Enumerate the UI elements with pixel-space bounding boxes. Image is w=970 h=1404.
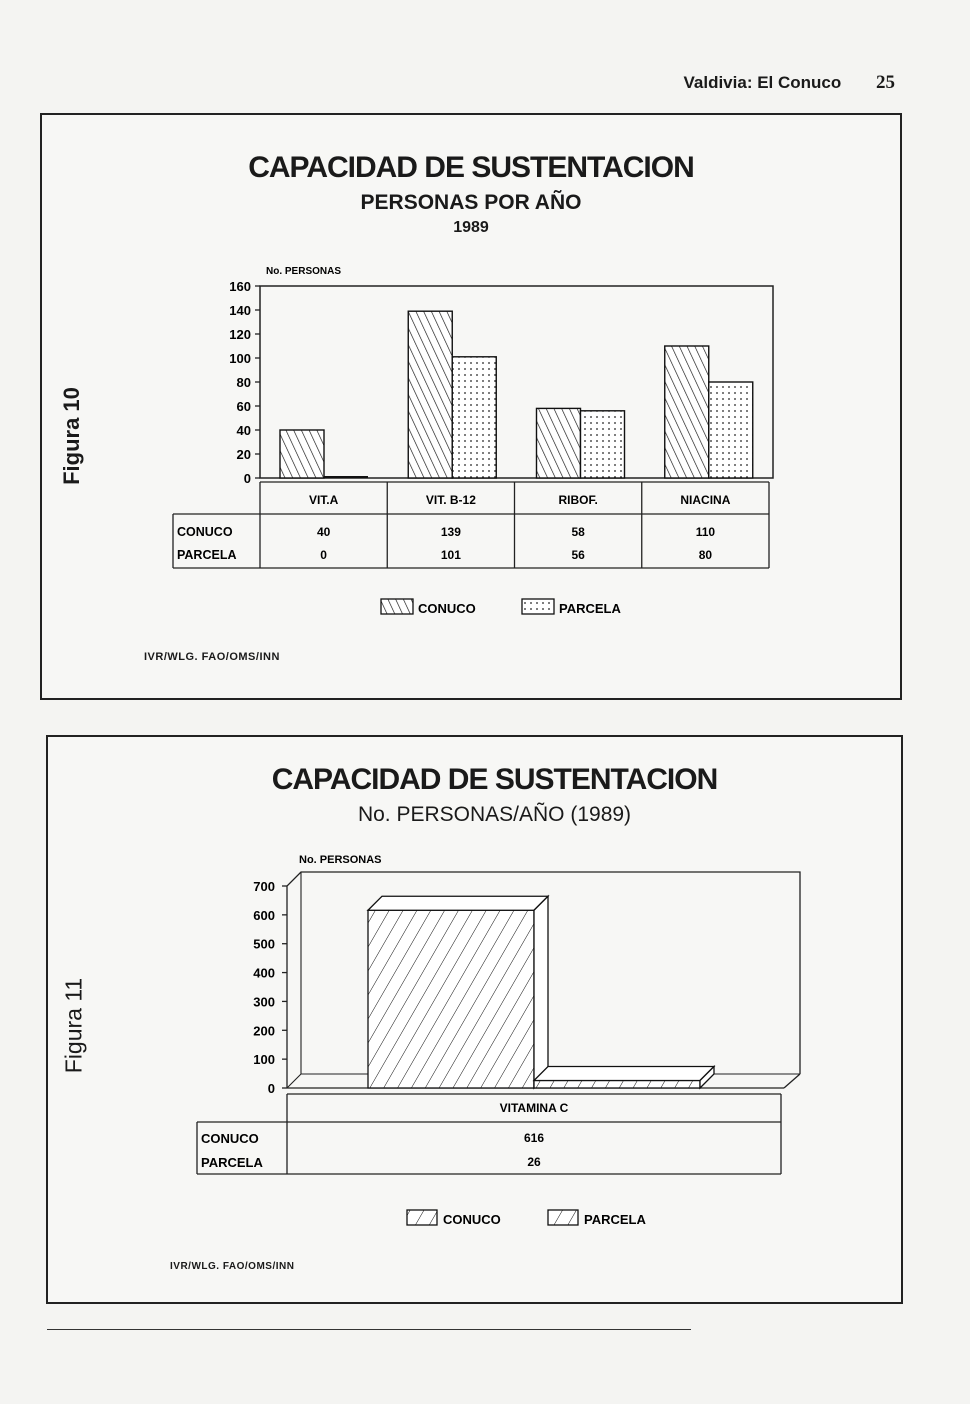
footer-rule — [47, 1329, 691, 1330]
x-category-label: VIT. B-12 — [425, 493, 476, 507]
table-series-label: CONUCO — [201, 1131, 259, 1146]
figure-10-frame — [40, 113, 902, 700]
data-label-parcela: 26 — [527, 1155, 541, 1169]
y-tick-label: 0 — [267, 1081, 275, 1096]
y-tick-label: 500 — [253, 936, 275, 952]
y-tick-label: 600 — [253, 907, 275, 923]
table-series-label: CONUCO — [177, 525, 233, 539]
figure-10-title: CAPACIDAD DE SUSTENTACION — [248, 151, 694, 184]
x-category-label: VIT.A — [308, 493, 339, 507]
figure-10-source: IVR/WLG. FAO/OMS/INN — [144, 651, 280, 663]
figure-11-source: IVR/WLG. FAO/OMS/INN — [170, 1261, 295, 1272]
x-category-label: VITAMINA C — [499, 1101, 569, 1115]
figure-10-year: 1989 — [453, 219, 489, 236]
figure-10-label: Figura 10 — [59, 387, 84, 485]
data-label-parcela: 0 — [320, 548, 327, 562]
y-tick-label: 0 — [243, 471, 251, 486]
y-tick-label: 60 — [236, 399, 251, 414]
y-tick-label: 100 — [229, 351, 251, 366]
data-label-conuco: 40 — [316, 525, 331, 539]
y-tick-label: 20 — [236, 447, 251, 462]
y-axis-label: No. PERSONAS — [266, 266, 342, 277]
y-tick-label: 300 — [253, 994, 275, 1010]
data-label-conuco: 139 — [440, 525, 461, 539]
y-tick-label: 40 — [236, 423, 251, 438]
table-series-label: PARCELA — [201, 1155, 263, 1170]
y-tick-label: 200 — [253, 1023, 275, 1039]
legend-label: PARCELA — [584, 1212, 646, 1227]
y-tick-label: 100 — [253, 1052, 275, 1068]
figure-11-frame — [46, 735, 903, 1304]
running-title: Valdivia: El Conuco — [683, 73, 842, 92]
legend-label: CONUCO — [443, 1212, 501, 1227]
y-tick-label: 140 — [229, 303, 251, 318]
y-tick-label: 400 — [253, 965, 275, 981]
x-category-label: RIBOF. — [558, 493, 598, 507]
running-head — [684, 72, 896, 94]
figure-11-subtitle: No. PERSONAS/AÑO (1989) — [357, 803, 632, 826]
data-label-parcela: 101 — [440, 548, 461, 562]
y-tick-label: 120 — [229, 327, 251, 342]
figure-11-title: CAPACIDAD DE SUSTENTACION — [271, 763, 718, 796]
x-category-label: NIACINA — [680, 493, 731, 507]
figure-10-subtitle: PERSONAS POR AÑO — [360, 191, 582, 214]
data-label-conuco: 616 — [523, 1131, 545, 1145]
y-tick-label: 160 — [229, 279, 251, 294]
table-series-label: PARCELA — [177, 548, 237, 562]
y-tick-label: 700 — [253, 879, 275, 894]
y-tick-label: 80 — [236, 375, 251, 390]
data-label-conuco: 110 — [695, 525, 716, 539]
data-label-conuco: 58 — [571, 525, 585, 539]
data-label-parcela: 80 — [698, 548, 713, 562]
page-number: 25 — [876, 72, 895, 93]
figure-11-label: Figura 11 — [60, 977, 87, 1074]
y-axis-label: No. PERSONAS — [299, 854, 382, 866]
legend-label: PARCELA — [559, 601, 621, 616]
legend-label: CONUCO — [418, 601, 476, 616]
data-label-parcela: 56 — [571, 548, 585, 562]
